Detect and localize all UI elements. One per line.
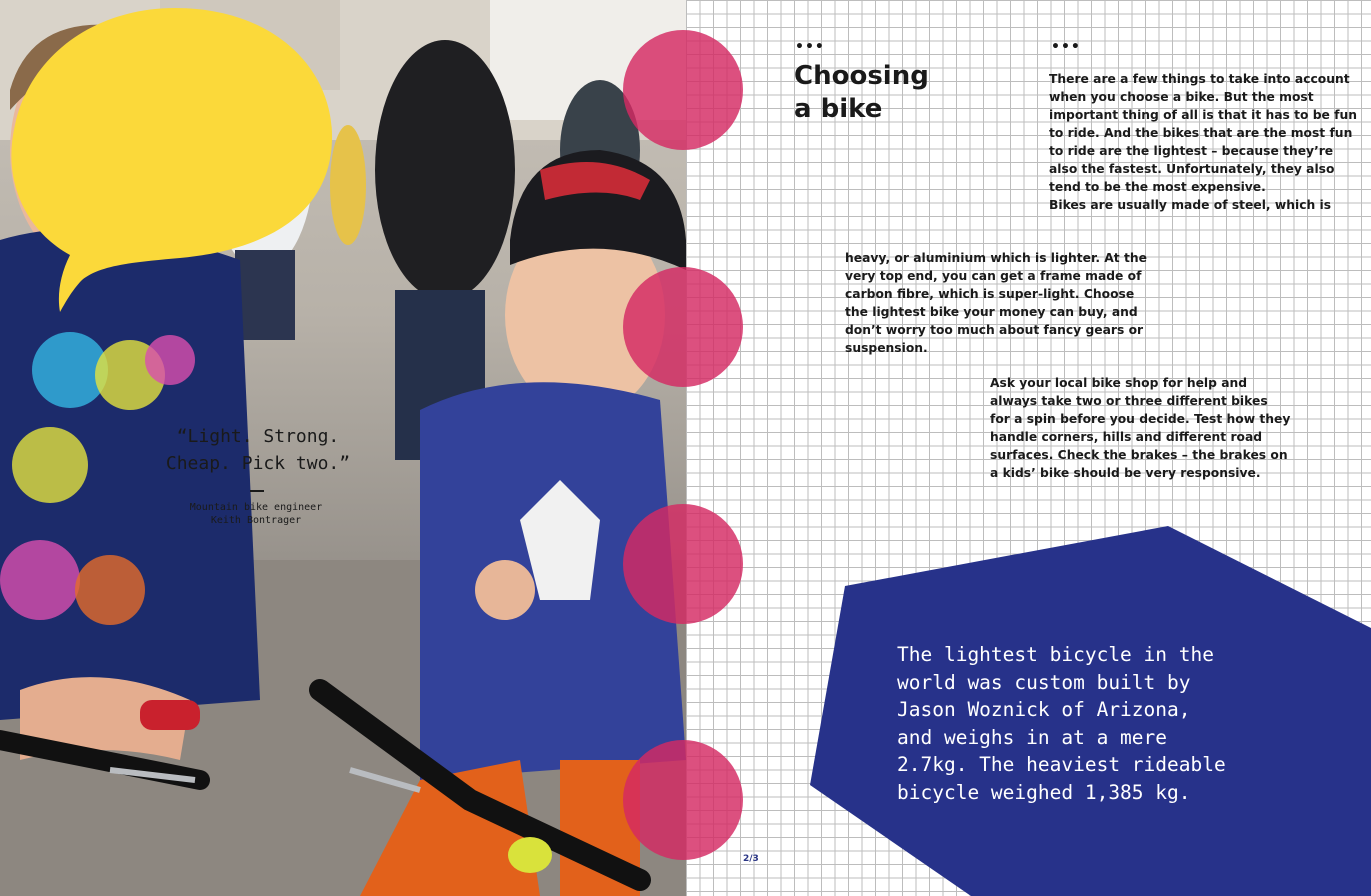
attribution-line: Mountain bike engineer bbox=[189, 502, 323, 513]
text-line: always take two or three different bikes bbox=[990, 394, 1268, 408]
quote-divider bbox=[250, 490, 264, 492]
text-line: carbon fibre, which is super-light. Choose bbox=[845, 287, 1135, 301]
text-line: There are a few things to take into account bbox=[1049, 72, 1350, 86]
pink-circle-decoration bbox=[623, 30, 743, 150]
quote-line: Cheap. Pick two.” bbox=[165, 453, 351, 474]
fact-line: Jason Woznick of Arizona, bbox=[897, 698, 1191, 721]
fact-line: 2.7kg. The heaviest rideable bbox=[897, 753, 1226, 776]
text-line: to ride. And the bikes that are the most fun bbox=[1049, 126, 1353, 140]
fact-line: bicycle weighed 1,385 kg. bbox=[897, 780, 1191, 804]
body-paragraph-2 bbox=[845, 249, 1147, 357]
dots-icon: ••• bbox=[795, 39, 825, 55]
quote-attribution bbox=[113, 501, 399, 527]
text-line: Ask your local bike shop for help and bbox=[990, 376, 1248, 390]
pink-circle-decoration bbox=[623, 267, 743, 387]
text-line: handle corners, hills and different road bbox=[990, 430, 1263, 444]
fact-box-text bbox=[897, 641, 1226, 806]
fact-line: world was custom built by bbox=[897, 670, 1191, 694]
text-line: Bikes are usually made of steel, which is bbox=[1049, 198, 1332, 212]
dots-icon: ••• bbox=[1051, 39, 1081, 55]
body-paragraph-1 bbox=[1049, 70, 1357, 214]
pull-quote bbox=[113, 423, 403, 477]
text-line: suspension. bbox=[845, 341, 928, 355]
speech-bubble-shape bbox=[0, 0, 340, 320]
fact-line: and weighs in at a mere bbox=[897, 725, 1168, 749]
text-line: to ride are the lightest – because they’re bbox=[1049, 144, 1334, 158]
pink-circle-decoration bbox=[623, 740, 743, 860]
fact-line: The lightest bicycle in the bbox=[897, 643, 1214, 666]
pink-circle-decoration bbox=[623, 504, 743, 624]
page-title bbox=[794, 60, 929, 126]
text-line: very top end, you can get a frame made of bbox=[845, 269, 1142, 283]
page-number: 2/3 bbox=[743, 854, 759, 864]
text-line: a kids’ bike should be very responsive. bbox=[990, 466, 1261, 480]
text-line: for a spin before you decide. Test how they bbox=[990, 412, 1291, 426]
text-line: the lightest bike your money can buy, and bbox=[845, 305, 1138, 319]
text-line: don’t worry too much about fancy gears or bbox=[845, 323, 1144, 337]
body-paragraph-3 bbox=[990, 374, 1290, 482]
text-line: heavy, or aluminium which is lighter. At the bbox=[845, 251, 1147, 265]
title-line: a bike bbox=[794, 94, 883, 124]
text-line: also the fastest. Unfortunately, they also bbox=[1049, 162, 1335, 176]
text-line: tend to be the most expensive. bbox=[1049, 180, 1266, 194]
text-line: surfaces. Check the brakes – the brakes on bbox=[990, 448, 1288, 462]
title-line: Choosing bbox=[794, 61, 929, 91]
text-line: when you choose a bike. But the most bbox=[1049, 90, 1314, 104]
quote-line: “Light. Strong. bbox=[176, 426, 340, 447]
attribution-line: Keith Bontrager bbox=[210, 515, 302, 526]
text-line: important thing of all is that it has to be fun bbox=[1049, 108, 1358, 122]
